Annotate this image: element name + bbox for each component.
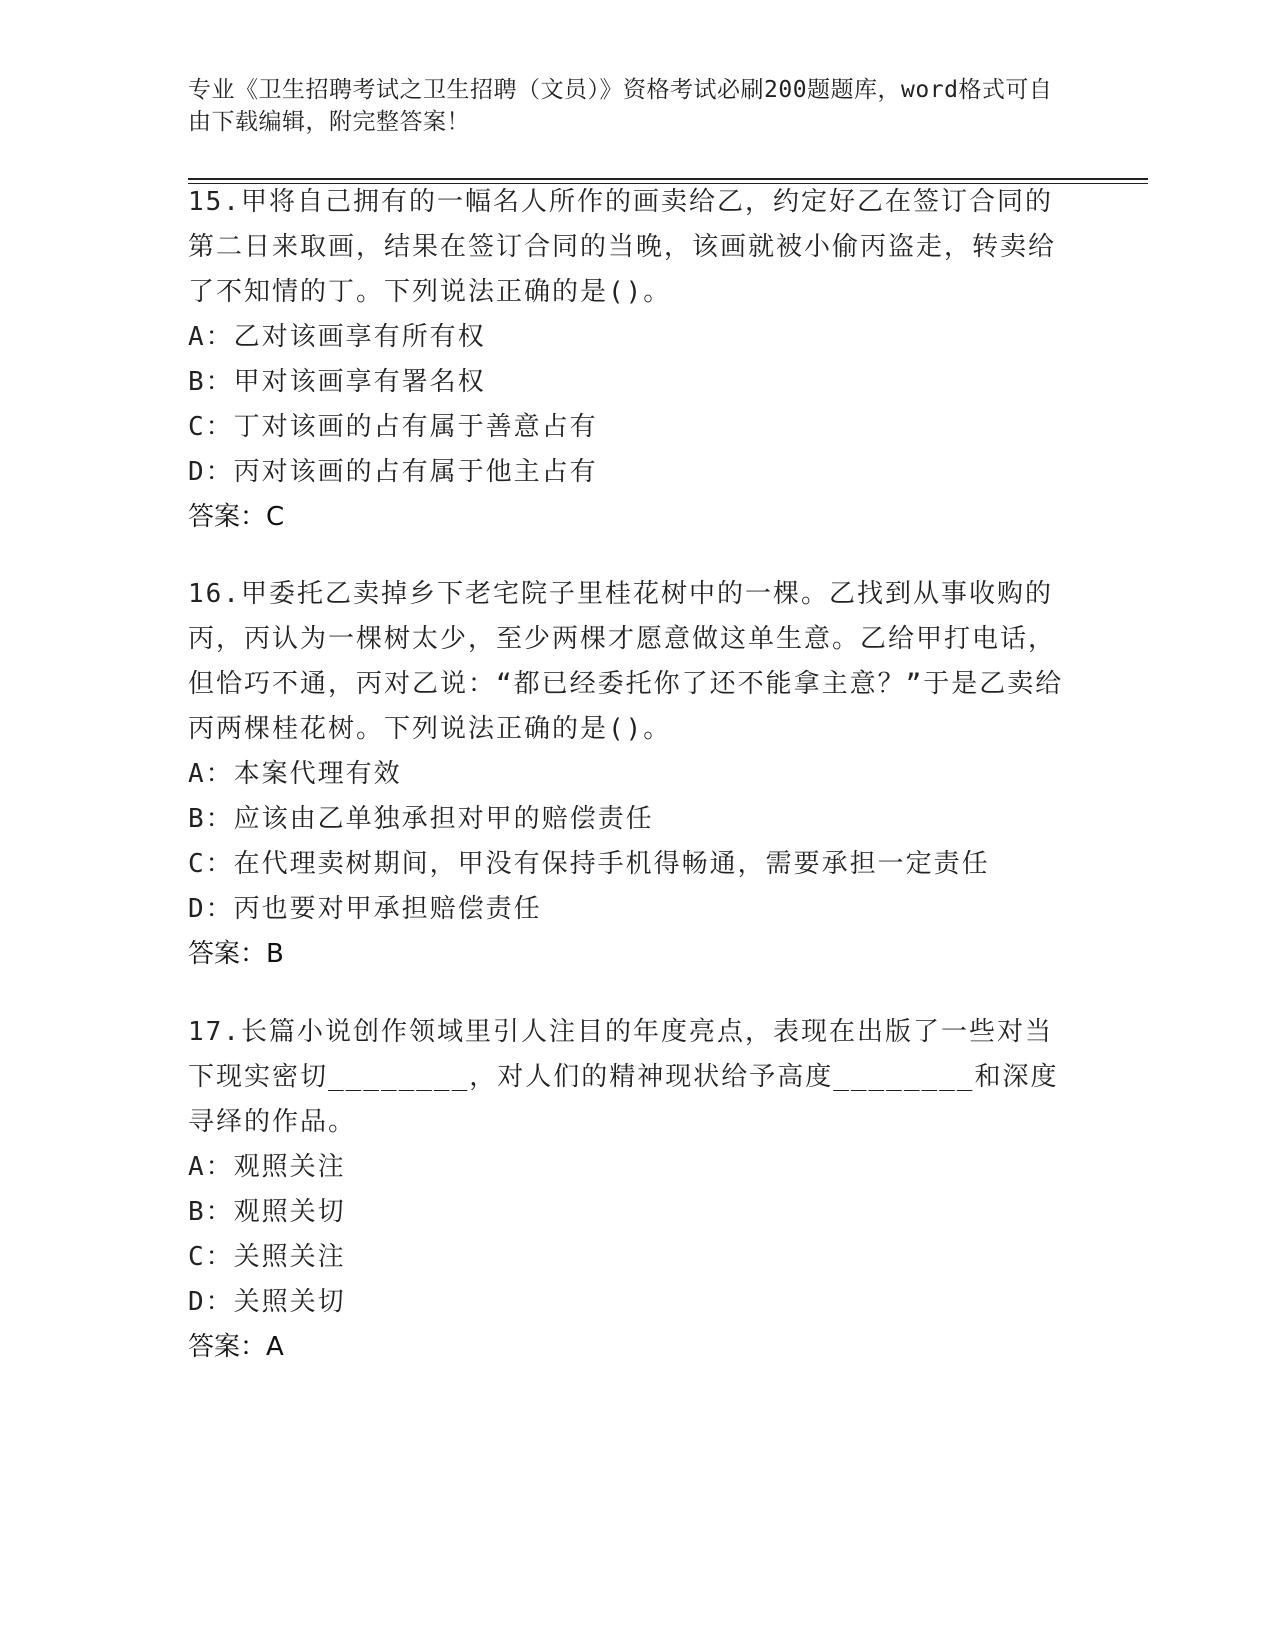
option-b: B：观照关切 <box>188 1197 346 1227</box>
question-15 <box>188 180 1078 540</box>
question-stem: 17.长篇小说创作领域里引人注目的年度亮点，表现在出版了一些对当下现实密切________，对人们的精神现状给予高度________和深度寻绎的作品。 <box>188 1017 1059 1137</box>
option-c: C：丁对该画的占有属于善意占有 <box>188 412 598 442</box>
question-stem: 15.甲将自己拥有的一幅名人所作的画卖给乙，约定好乙在签订合同的第二日来取画，结果在签订合同的当晚，该画就被小偷丙盗走，转卖给了不知情的丁。下列说法正确的是()。 <box>188 187 1057 307</box>
answer: 答案：B <box>188 939 284 969</box>
answer: 答案：C <box>188 502 285 532</box>
option-d: D：丙对该画的占有属于他主占有 <box>188 457 598 487</box>
option-c: C：关照关注 <box>188 1242 346 1272</box>
document-intro: 专业《卫生招聘考试之卫生招聘（文员）》资格考试必刷200题题库，word格式可自由下载编辑，附完整答案！ <box>188 77 1053 135</box>
question-17 <box>188 1010 1078 1370</box>
option-d: D：丙也要对甲承担赔偿责任 <box>188 894 542 924</box>
question-16 <box>188 572 1078 977</box>
option-a: A：观照关注 <box>188 1152 346 1182</box>
answer: 答案：A <box>188 1332 284 1362</box>
option-a: A：乙对该画享有所有权 <box>188 322 486 352</box>
option-b: B：甲对该画享有署名权 <box>188 367 486 397</box>
option-b: B：应该由乙单独承担对甲的赔偿责任 <box>188 804 654 834</box>
question-stem: 16.甲委托乙卖掉乡下老宅院子里桂花树中的一棵。乙找到从事收购的丙，丙认为一棵树太少，至少两棵才愿意做这单生意。乙给甲打电话，但恰巧不通，丙对乙说：“都已经委托你了还不能拿主意？”于是乙卖给丙两棵桂花树。下列说法正确的是()。 <box>188 579 1064 744</box>
option-a: A：本案代理有效 <box>188 759 402 789</box>
option-c: C：在代理卖树期间，甲没有保持手机得畅通，需要承担一定责任 <box>188 849 990 879</box>
option-d: D：关照关切 <box>188 1287 346 1317</box>
